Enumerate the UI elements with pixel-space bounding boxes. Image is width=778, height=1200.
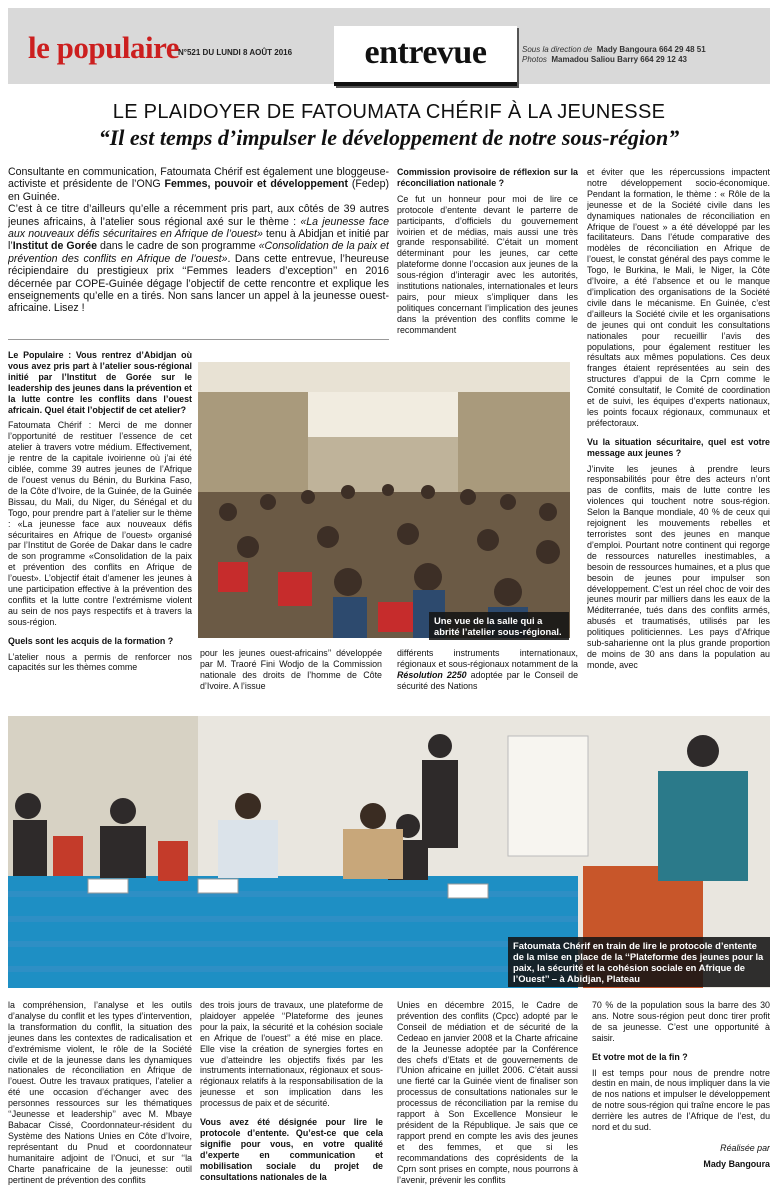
photo-conference-room: [198, 362, 570, 638]
article-subhead: “Il est temps d’impulser le développement de notre sous-région”: [98, 125, 680, 150]
photos-name: Mamadou Saliou Barry 664 29 12 43: [551, 55, 687, 64]
text-ecowas: Unies en décembre 2015, le Cadre de prévention des conflits (Cpcc) adopté par le Conseil de médiation et de sécurité de la Cedeao en janvier 2008 et la Charte africaine de la Jeunesse adoptée par la Conférence des chefs d’Etats et de gouvernements de l’Union africaine en juillet 2006. C’était aussi une fierté car la Guinée vient de finaliser son processus de consultations nationales sur le processus de réconciliation par la remise du rapport à Son Excellence Monsieur le président de la République. Je sais que ce rapport prend en compte les avis des jeunes et des femmes, et que si les recommandations des coprésidents de la Cprn sont prises en compte, nous pourrons à l’avenir, prévenir les conflits: [397, 1000, 578, 1185]
question-final-word: Et votre mot de la fin ?: [592, 1051, 688, 1062]
intro-text: . Dans cette entrevue, l’heureuse récipiendaire du prestigieux prix ‘‘Femmes leaders d’exception’’ en 2016 décernée par COPE-Guinée dégage l’objectif de cette rencontre et explique les enseignements qu’elle en a tirés. Non sans lancer un appel à la jeunesse ouest-africaine. Lisez !: [8, 252, 389, 315]
answer-achievements-start: L’atelier nous a permis de renforcer nos capacités sur les thèmes comme: [8, 651, 192, 673]
bottom-column-4: [592, 1000, 770, 1200]
photo2-caption: Fatoumata Chérif en train de lire le protocole d’entente de la mise en place de la ‘‘Plateforme des jeunes pour la paix, la sécurité et la cohésion sociale en Afrique de l’Ouest’’ – à Abidjan, Plateau: [508, 937, 770, 987]
intro-text: tenu à Abidjan et initié par l’: [8, 228, 389, 253]
conference-room-image: [198, 362, 570, 638]
column-a: [8, 350, 192, 710]
photo1-caption: Une vue de la salle qui a abrité l’atelier sous-régional.: [429, 612, 569, 640]
newspaper-logo: le populaire: [28, 30, 180, 65]
signature-name: Mady Bangoura: [703, 1158, 770, 1169]
question-security: Vu la situation sécuritaire, quel est votre message aux jeunes ?: [587, 436, 770, 458]
question-commission: Commission provisoire de réflexion sur la réconciliation nationale ?: [397, 167, 578, 188]
answer-final-word: Il est temps pour nous de prendre notre destin en main, de nous impliquer dans la vie de nos nations et impulser le développement de notre sous-région qui traîne encore le pas derrière les autres de l’Afrique de l’est, du nord et du sud.: [592, 1067, 770, 1133]
intro-paragraph-2: [8, 203, 389, 315]
issue-date: N°521 DU LUNDI 8 AOÛT 2016: [178, 48, 293, 57]
column-b: [200, 648, 382, 710]
text-achievements: la compréhension, l’analyse et les outils d’analyse du conflit et les types d’intervention, la transformation du conflit, la situation des jeunes dans les contextes de radicalisation et d’extrémisme violent, le rôle de la Société civile et de la jeunesse dans les dynamiques nationales de réconciliation en Afrique de l’ouest. Outre les travaux pratiques, l’atelier a été une occasion d’échanger avec des personnes ressources sur les thématiques ‘‘Jeunesse et leadership’’ avec M. Mbaye Babacar Cissé, Coordonnateur-résident du Système des Nations Unies en Côte d’Ivoire, représentant du Pnud et coordonnateur humanitaire adjoint de l’Onuci, et sur ‘‘la Charte panafricaine de la jeunesse: outil pertinent de prévention des conflits: [8, 1000, 192, 1185]
column-c-top: [397, 167, 578, 359]
program-name: «Consolidation de la paix et prévention des conflits en Afrique de l’ouest»: [8, 240, 389, 265]
bottom-column-2: [200, 1000, 383, 1200]
ngo-name: Femmes, pouvoir et développement: [164, 178, 349, 191]
question-achievements: Quels sont les acquis de la formation ?: [8, 635, 174, 646]
text-instruments: [397, 648, 578, 692]
workshop-theme: «La jeunesse face aux nouveaux défis sécuritaires en Afrique de l’ouest»: [8, 215, 389, 241]
editorial-credits: [522, 45, 706, 65]
text-instruments-1: différents instruments internationaux, régionaux et sous-régionaux notamment de la: [397, 648, 578, 669]
signature-label: Réalisée par: [720, 1142, 770, 1153]
article-intro: [8, 166, 389, 338]
column-d: [587, 167, 770, 712]
intro-divider: [8, 339, 389, 340]
photos-label: Photos: [522, 55, 547, 64]
question-objective: Le Populaire : Vous rentrez d’Abidjan où vous avez pris part à l’atelier sous-régional initié par l’Institut de Gorée sur le leadership des jeunes dans la prévention et la lutte contre les conflits dans l’ouest africain. Quel était l’objectif de cet atelier?: [8, 350, 192, 415]
intro-text: Consultante en communication, Fatoumata Chérif est également une bloggeuse-activiste et présidente de l’ONG: [8, 166, 389, 191]
text-plateforme-start: pour les jeunes ouest-africains’’ développée par M. Traoré Fini Wodjo de la Commission nationale des droits de l’homme de Côte d’Ivoire. A l’issue: [200, 648, 382, 691]
article-headline: LE PLAIDOYER DE FATOUMATA CHÉRIF À LA JEUNESSE: [112, 101, 666, 123]
column-c-bottom: [397, 648, 578, 710]
text-instruments-2: adoptée par le Conseil de sécurité des Nations: [397, 669, 578, 691]
text-plateforme: des trois jours de travaux, une plateforme de plaidoyer appelée ‘‘Plateforme des jeunes pour la paix, la sécurité et la cohésion sociale en Afrique de l’ouest’’ a été mise en place. Elle vise la création de synergies fortes en vue d’atteindre les objectifs fixés par les instruments internationaux, régionaux et sous-régionaux relatifs à la responsabilisation de la jeunesse et son implication dans les processus de paix et de sécurité.: [200, 1000, 383, 1109]
answer-protocol: Ce fut un honneur pour moi de lire ce protocole d’entente devant le parterre de participants, d’officiels du gouvernement ivoirien et de médias, mais aussi une très grande responsabilité. C’était un moment déterminant pour les jeunes, car cette plateforme donne l’occasion aux jeunes de la sous-région d’interagir avec les autorités, institutions nationales, internationales et leurs pairs, pour mieux s’impliquer dans les politiques concernant l’implication des jeunes dans la prévention des conflits comme le recommandent: [397, 193, 578, 335]
answer-objective: Fatoumata Chérif : Merci de me donner l’opportunité de restituer l’essence de cet atelier à travers votre médium. Effectivement, je rentre de la capitale ivoirienne où j’ai été ciblée, comme 39 autres jeunes de l’Afrique de l’ouest venus du Bénin, du Burkina Faso, de la Côte d’Ivoire, de la Guinée, de la Guinée Bissau, du Mali, du Niger, du Sénégal et du Togo, pour prendre part à l’atelier sur le thème : «La jeunesse face aux nouveaux défis sécuritaires en Afrique de l’ouest» organisé par l’Institut de Gorée de Dakar dans le cadre de son programme «Consolidation de la paix et prévention des conflits en Afrique de l’ouest». L’objectif était d’amener les jeunes à une participation effective à la prévention des conflits et la lutte contre l’extrémisme violent au sein de nos pays respectifs et à travers la sous-région.: [8, 420, 192, 627]
institute-name: Institut de Gorée: [12, 240, 97, 253]
answer-reconciliation: et éviter que les répercussions impactent notre développement socio-économique. Pendant la formation, le thème : « Rôle de la jeunesse et de la Société civile dans les dynamiques nationales de réconciliation en Afrique de l’ouest » a été développé par les facilitateurs. Dans l’étude comparative des modèles de réconciliation en Afrique de l’ouest, le constat général des pays comme le Togo, le Burkina, le Mali, le Niger, la Côte d’Ivoire, a été l’absence et ou le manque d’implication des organisations de la Société civile dans le mécanisme. En Guinée, c’est d’ailleurs la Société civile et les organisations de jeunes qui ont conduit les consultations nationales pour recueillir l’avis des populations, pour également restituer les résultats aux mêmes populations. Ces deux franges étaient représentées au sein des structures d’appui de la Cprn comme le Comité consultatif, le Comité de coordination et de suivi, les équipes d’experts nationaux, les points focaux régionaux, communaux et préfectoraux.: [587, 167, 770, 428]
intro-paragraph-1: [8, 166, 389, 203]
answer-security: J’invite les jeunes à prendre leurs responsabilités pour être des acteurs n’ont pas de conflits, mais de lutte contre les violences qui touchent notre sous-région. Selon la Banque mondiale, 40 % de ceux qui rejoignent les mouvements rebelles et terroristes sont des jeunes en manque d’emploi. Pourtant notre continent qui regorge de ressources naturelles inestimables, a besoin de ressources humaines, et a plus que besoin de jeunes pour impulser son développement. C’est un réel choc de voir des jeunes mourir par milliers dans les eaux de la Méditerranée, tués dans des conflits armés, abusés et traumatisés, utilisés par les politiques politiciennes. Les pays d’Afrique sub-saharienne ont la plus grande proportion de moins de 30 ans dans la population au monde, avec: [587, 463, 770, 670]
intro-text: (Fedep) en Guinée.: [8, 178, 389, 203]
text-population: 70 % de la population sous la barre des 30 ans. Notre sous-région peut donc tirer profit de sa jeunesse. C’est une opportunité à saisir.: [592, 1000, 770, 1043]
bottom-column-3: [397, 1000, 578, 1200]
resolution-2250: Résolution 2250: [397, 669, 467, 680]
rubric-title: entrevue: [364, 34, 487, 71]
direction-name: Mady Bangoura 664 29 48 51: [596, 45, 706, 54]
intro-text: dans le cadre de son programme: [96, 240, 259, 253]
bottom-column-1: [8, 1000, 192, 1200]
question-protocol: Vous avez été désignée pour lire le protocole d’entente. Qu’est-ce que cela signifie pour vous, en votre qualité d’experte en communication et mobilisation sociale du projet de consultations nationales de la: [200, 1117, 383, 1182]
direction-label: Sous la direction de: [522, 45, 593, 54]
intro-text: C’est à ce titre d’ailleurs qu’elle a récemment pris part, aux côtés de 39 autres jeunes africains, à l’atelier sous régional axé sur le thème :: [8, 203, 389, 228]
